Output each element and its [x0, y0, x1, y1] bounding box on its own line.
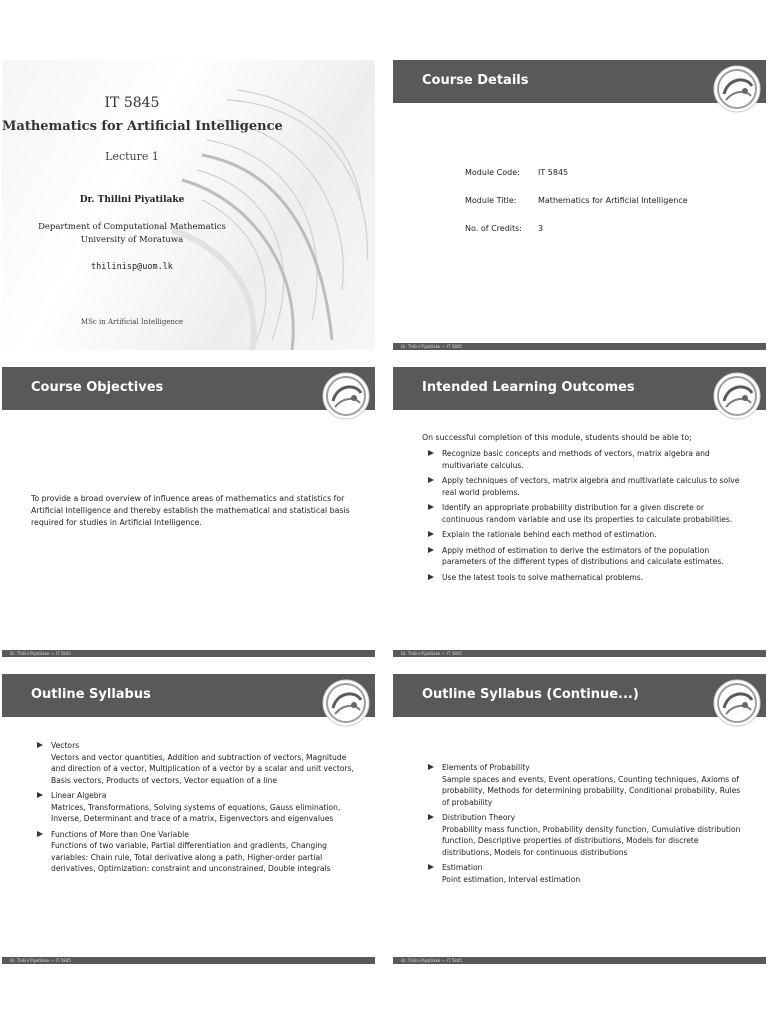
outcome-text: Identify an appropriate probability distribution for a given discrete or continuous random variable and use its properties to calculate probabilities.: [442, 503, 733, 524]
topic-heading: Estimation: [442, 863, 483, 872]
department: Department of Computational Mathematics: [38, 222, 226, 232]
slide-course-objectives: [2, 367, 375, 657]
course-name: Mathematics for Artificial Intelligence: [2, 119, 283, 134]
triangle-bullet-icon: [37, 792, 43, 798]
topic-heading: Distribution Theory: [442, 813, 516, 822]
list-item: [422, 475, 742, 498]
outcome-text: Apply method of estimation to derive the estimators of the population parameters of the different types of distributions and calculate estimates.: [442, 545, 724, 566]
topic-body: Matrices, Transformations, Solving systems of equations, Gauss elimination, Inverse, Determinant and trace of a matrix, Eigenvectors and eigenvalues: [51, 802, 341, 823]
slide-header: [2, 674, 375, 717]
university: University of Moratuwa: [80, 235, 184, 245]
outcome-text: Use the latest tools to solve mathematical problems.: [442, 572, 644, 582]
list-item: [422, 762, 747, 808]
triangle-bullet-icon: [37, 831, 43, 837]
slide-header: [393, 674, 766, 717]
slide-learning-outcomes: [393, 367, 766, 657]
footer-text: Dr. Thilini Piyatilake — IT 5845: [401, 344, 462, 349]
list-item: [422, 529, 742, 541]
triangle-bullet-icon: [428, 531, 434, 537]
list-item: [422, 862, 747, 885]
slide-footer: [393, 343, 766, 350]
triangle-bullet-icon: [428, 764, 434, 770]
slide-outline-syllabus: [2, 674, 375, 964]
footer-text: Dr. Thilini Piyatilake — IT 5845: [401, 958, 462, 963]
topic-heading: Elements of Probability: [442, 763, 530, 772]
triangle-bullet-icon: [428, 504, 434, 510]
list-item: [422, 545, 742, 568]
detail-label: Module Title:: [465, 196, 517, 205]
list-item: [31, 740, 356, 786]
slide-footer: [2, 957, 375, 964]
topic-heading: Linear Algebra: [51, 791, 107, 800]
triangle-bullet-icon: [428, 814, 434, 820]
university-logo-icon: [712, 678, 762, 728]
detail-label: No. of Credits:: [465, 224, 522, 233]
slide-header: [393, 367, 766, 410]
outcomes-intro: On successful completion of this module, students should be able to;: [422, 433, 692, 442]
footer-text: Dr. Thilini Piyatilake — IT 5845: [10, 958, 71, 963]
slide-footer: [393, 650, 766, 657]
slide-title-text: Course Details: [422, 73, 529, 88]
triangle-bullet-icon: [428, 864, 434, 870]
detail-value: 3: [538, 224, 544, 233]
slide-title-text: Intended Learning Outcomes: [422, 380, 635, 395]
slide-footer: [393, 957, 766, 964]
list-item: [31, 790, 356, 825]
slide-footer: [2, 650, 375, 657]
triangle-bullet-icon: [428, 547, 434, 553]
triangle-bullet-icon: [428, 477, 434, 483]
syllabus-list: [31, 740, 356, 879]
slide-title-text: Outline Syllabus (Continue...): [422, 687, 639, 702]
slide-title: [2, 60, 375, 350]
detail-label: Module Code:: [465, 168, 520, 177]
slide-title-text: Outline Syllabus: [31, 687, 151, 702]
footer-text: Dr. Thilini Piyatilake — IT 5845: [10, 651, 71, 656]
university-logo-icon: [321, 678, 371, 728]
university-logo-icon: [712, 64, 762, 114]
lecture-number: Lecture 1: [105, 150, 159, 163]
program-name: MSc in Artificial Intelligence: [80, 318, 184, 326]
slide-course-details: [393, 60, 766, 350]
footer-text: Dr. Thilini Piyatilake — IT 5845: [401, 651, 462, 656]
outcome-text: Apply techniques of vectors, matrix algebra and multivariate calculus to solve real world problems.: [442, 476, 740, 497]
outcome-text: Explain the rationale behind each method of estimation.: [442, 530, 657, 539]
topic-body: Sample spaces and events, Event operations, Counting techniques, Axioms of probability, Methods for determining probability, Conditional probability, Rules of probability: [442, 774, 741, 807]
triangle-bullet-icon: [428, 574, 434, 580]
topic-heading: Vectors: [51, 741, 80, 750]
slide-title-text: Course Objectives: [31, 380, 164, 395]
detail-value: Mathematics for Artificial Intelligence: [538, 196, 688, 205]
list-item: [422, 812, 747, 858]
objective-text: To provide a broad overview of influence areas of mathematics and statistics for Artificial Intelligence and thereby establish the mathematical and statistical basis required for studies in Artificial Intelligence.: [31, 494, 350, 527]
topic-heading: Functions of More than One Variable: [51, 829, 189, 839]
topic-body: Vectors and vector quantities, Addition and subtraction of vectors, Magnitude and direction of a vector, Multiplication of a vector by a scalar and unit vectors, Basis vectors, Products of vectors, Vector equation of a line: [51, 752, 354, 785]
outcomes-list: [422, 448, 742, 587]
list-item: [422, 572, 742, 584]
detail-value: IT 5845: [538, 168, 569, 177]
list-item: [31, 829, 356, 875]
author-email: thilinisp@uom.lk: [91, 262, 173, 272]
topic-body: Point estimation, Interval estimation: [442, 874, 581, 884]
affiliation: [2, 221, 262, 247]
author-name: Dr. Thilini Piyatilake: [79, 195, 185, 205]
outcome-text: Recognize basic concepts and methods of vectors, matrix algebra and multivariate calculus.: [442, 449, 710, 470]
list-item: [422, 502, 742, 525]
triangle-bullet-icon: [428, 450, 434, 456]
topic-body: Functions of two variable, Partial differentiation and gradients, Changing variables: Chain rule, Total derivative along a path, Higher-order partial derivatives, Optimization: constraint and unconstrained, Double integrals: [51, 841, 331, 873]
slide-outline-syllabus-continued: [393, 674, 766, 964]
syllabus-list: [422, 762, 747, 889]
topic-body: Probability mass function, Probability density function, Cumulative distribution function, Descriptive properties of distributions, Models for discrete distributions, Models for continuous distributions: [442, 824, 741, 857]
university-logo-icon: [712, 371, 762, 421]
university-logo-icon: [321, 371, 371, 421]
slide-header: [2, 367, 375, 410]
course-code: IT 5845: [104, 95, 160, 111]
slide-header: [393, 60, 766, 103]
list-item: [422, 448, 742, 471]
triangle-bullet-icon: [37, 742, 43, 748]
